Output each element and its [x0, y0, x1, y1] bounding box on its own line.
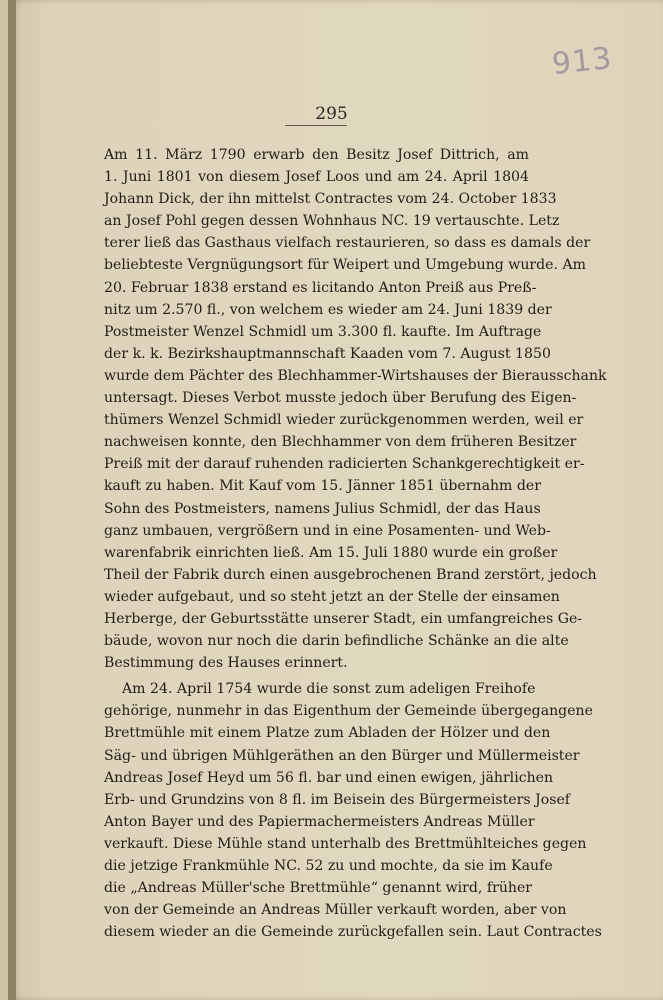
text-line: nitz um 2.570 fl., von welchem es wieder am 24. Juni 1839 der — [104, 301, 552, 318]
text-line: Postmeister Wenzel Schmidl um 3.300 fl. kaufte. Im Auftrage — [104, 323, 542, 340]
page-gutter — [8, 0, 16, 1000]
header-rule — [285, 125, 347, 126]
text-line: Andreas Josef Heyd um 56 fl. bar und einen ewigen, jährlichen — [104, 769, 554, 786]
text-line: Preiß mit der darauf ruhenden radicierten Schankgerechtigkeit er- — [104, 456, 585, 473]
text-line: untersagt. Dieses Verbot musste jedoch über Berufung des Eigen- — [104, 390, 577, 407]
text-line: wurde dem Pächter des Blechhammer-Wirtshauses der Bierausschank — [104, 367, 607, 384]
text-line: Sohn des Postmeisters, namens Julius Schmidl, der das Haus — [104, 500, 541, 517]
text-line: von der Gemeinde an Andreas Müller verkauft worden, aber von — [104, 902, 567, 919]
text-line: Brettmühle mit einem Platze zum Abladen der Hölzer und den — [104, 725, 551, 742]
text-line: Anton Bayer und des Papiermachermeisters Andreas Müller — [104, 813, 535, 830]
text-line: Am 24. April 1754 wurde die sonst zum adeligen Freihofe — [122, 681, 536, 698]
text-line: 20. Februar 1838 erstand es licitando Anton Preiß aus Preß- — [104, 279, 537, 296]
paragraph — [104, 144, 607, 674]
text-line: Am 11. März 1790 erwarb den Besitz Josef Dittrich, am — [104, 147, 529, 163]
body-text — [104, 144, 607, 943]
text-line: die jetzige Frankmühle NC. 52 zu und mochte, da sie im Kaufe — [104, 858, 553, 874]
text-line: terer ließ das Gasthaus vielfach restaurieren, so dass es damals der — [104, 235, 591, 252]
text-line: beliebteste Vergnügungsort für Weipert und Umgebung wurde. Am — [104, 257, 587, 274]
text-line: wieder aufgebaut, und so steht jetzt an der Stelle der einsamen — [104, 588, 560, 605]
text-line: kauft zu haben. Mit Kauf vom 15. Jänner 1851 übernahm der — [104, 478, 542, 495]
text-line: der k. k. Bezirkshauptmannschaft Kaaden vom 7. August 1850 — [104, 345, 551, 362]
text-line: bäude, wovon nur noch die darin befindliche Schänke an die alte — [104, 633, 569, 650]
paragraph-container — [104, 144, 607, 943]
page-number: 295 — [315, 104, 348, 124]
text-line: nachweisen konnte, den Blechhammer von dem früheren Besitzer — [104, 434, 577, 451]
text-line: thümers Wenzel Schmidl wieder zurückgenommen werden, weil er — [104, 412, 584, 429]
text-line: Herberge, der Geburtsstätte unserer Stadt, ein umfangreiches Ge- — [104, 610, 583, 627]
text-line: 1. Juni 1801 von diesem Josef Loos und am 24. April 1804 — [104, 169, 529, 186]
text-line: Theil der Fabrik durch einen ausgebrochenen Brand zerstört, jedoch — [104, 566, 597, 583]
handwritten-annotation: 913 — [550, 40, 614, 83]
text-line: verkauft. Diese Mühle stand unterhalb des Brettmühlteiches gegen — [104, 835, 587, 852]
text-line: die „Andreas Müller'sche Brettmühle“ genannt wird, früher — [104, 880, 533, 897]
text-line: ganz umbauen, vergrößern und in eine Posamenten- und Web- — [104, 522, 551, 539]
text-line: Erb- und Grundzins von 8 fl. im Beisein des Bürgermeisters Josef — [104, 791, 571, 808]
text-line: diesem wieder an die Gemeinde zurückgefallen sein. Laut Contractes — [104, 924, 602, 941]
text-line: Johann Dick, der ihn mittelst Contractes vom 24. October 1833 — [104, 191, 557, 208]
text-line: Bestimmung des Hauses erinnert. — [104, 655, 348, 672]
text-line: Säg- und übrigen Mühlgeräthen an den Bürger und Müllermeister — [104, 747, 580, 764]
text-line: warenfabrik einrichten ließ. Am 15. Juli 1880 wurde ein großer — [104, 544, 558, 561]
text-line: gehörige, nunmehr in das Eigenthum der Gemeinde übergegangene — [104, 703, 593, 720]
text-line: an Josef Pohl gegen dessen Wohnhaus NC. 19 vertauschte. Letz — [104, 213, 560, 230]
paragraph — [104, 678, 602, 943]
